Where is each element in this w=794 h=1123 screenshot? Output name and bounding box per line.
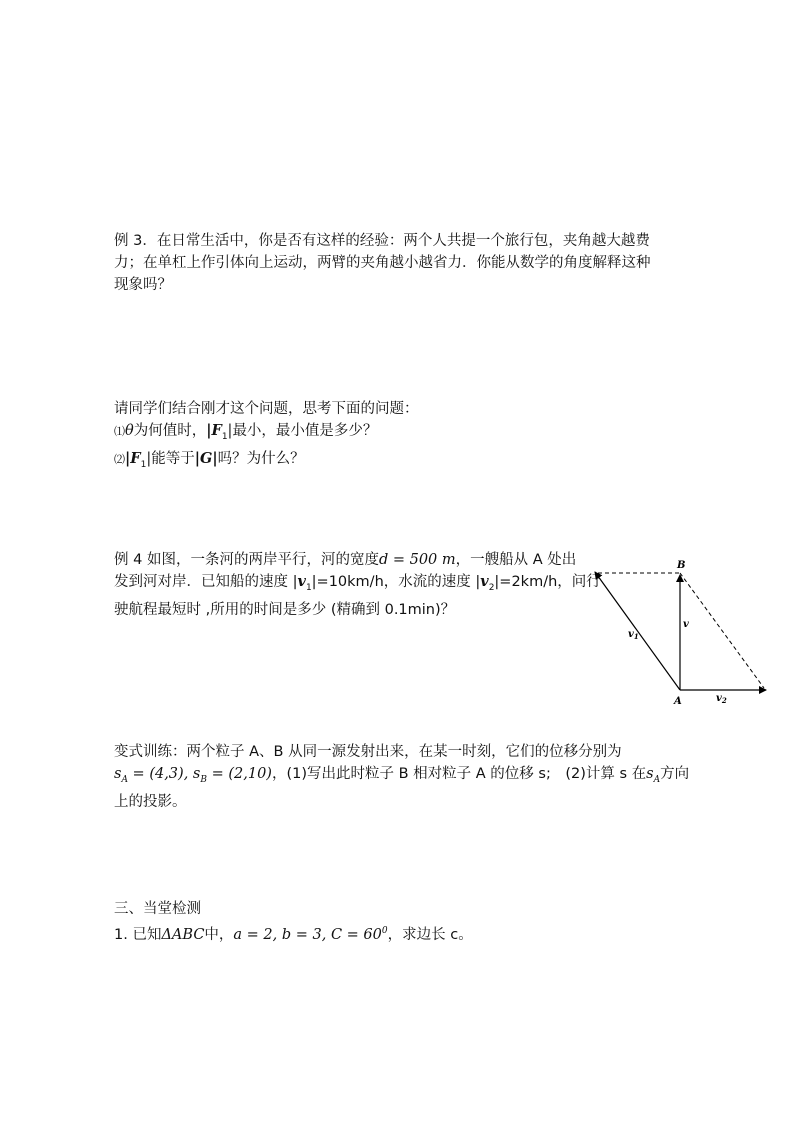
label-v2 <box>716 693 727 705</box>
label-b: B <box>677 560 686 571</box>
dashed-diagonal-line <box>680 573 764 688</box>
v2-symbol: v <box>480 573 489 590</box>
sb-symbol: s <box>192 766 201 782</box>
question-1-number: ⑴ <box>114 425 125 438</box>
given-values: a = 2, b = 3, C = 60 <box>233 926 382 943</box>
label-v: v <box>683 619 689 630</box>
degree-superscript: 0 <box>381 926 388 936</box>
question-1-text-a: 为何值时， <box>133 423 207 439</box>
example-4 <box>114 549 601 621</box>
question-1 <box>114 420 419 448</box>
check-question-1 <box>114 920 473 946</box>
question-1-text-b: 最小，最小值是多少？ <box>232 423 378 439</box>
section-3 <box>114 898 473 946</box>
sa-symbol-2: s <box>646 766 654 782</box>
label-v1-subscript: 1 <box>633 632 639 641</box>
example-4-text-2b: |=10km/h，水流的速度 | <box>311 574 481 590</box>
triangle-abc: ΔABC <box>161 926 205 943</box>
label-v1-letter: v <box>628 629 634 640</box>
question-2 <box>114 448 419 476</box>
sa-subscript-2: A <box>653 774 661 785</box>
sa-symbol: s <box>114 766 122 782</box>
g-magnitude: |G| <box>194 449 218 467</box>
variant-text-2b: 方向 <box>660 766 690 782</box>
river-width-formula: d = 500 m <box>378 552 456 568</box>
check-q1-text-b: 中， <box>204 926 234 943</box>
example-4-text-2a: 发到河对岸．已知船的速度 | <box>114 574 298 590</box>
example-3 <box>114 230 651 296</box>
think-questions <box>114 398 419 476</box>
questions-intro: 请同学们结合刚才这个问题，思考下面的问题： <box>114 401 419 417</box>
variant-line-1: 变式训练：两个粒子 A、B 从同一源发射出来，在某一时刻，它们的位移分别为 <box>114 744 622 760</box>
label-v2-letter: v <box>716 693 722 704</box>
sa-value: = (4,3), <box>127 766 193 782</box>
example-3-line-2: 力；在单杠上作引体向上运动，两臂的夹角越小越省力．你能从数学的角度解释这种 <box>114 255 651 271</box>
f1-subscript: 1 <box>221 431 228 442</box>
label-v2-subscript: 2 <box>721 696 727 705</box>
f1-bar: | <box>227 423 233 439</box>
v1-subscript: 1 <box>305 582 312 593</box>
variant-text-2a: ，(1)写出此时粒子 B 相对粒子 A 的位移 s; (2)计算 s 在 <box>271 766 647 782</box>
f1-bar-2: | <box>146 450 152 467</box>
example-3-line-1: 例 3．在日常生活中，你是否有这样的经验：两个人共提一个旅行包，夹角越大越费 <box>114 233 650 249</box>
question-2-text-b: 吗？为什么？ <box>217 450 305 467</box>
variant-line-2 <box>114 763 689 791</box>
question-2-number: ⑵ <box>114 452 125 466</box>
example-4-line-1 <box>114 549 601 571</box>
variant-training <box>114 741 689 813</box>
example-4-line-2 <box>114 571 601 599</box>
question-2-text-a: 能等于 <box>151 450 195 467</box>
label-a: A <box>674 696 682 707</box>
v2-subscript: 2 <box>488 582 495 593</box>
example-4-text-2c: |=2km/h，问行 <box>494 574 601 590</box>
sb-subscript: B <box>200 774 207 785</box>
example-4-text-1b: ，一艘船从 A 处出 <box>455 552 577 568</box>
v1-arrow <box>595 572 680 690</box>
velocity-diagram <box>588 553 774 709</box>
f1-magnitude-2: |F <box>125 449 141 467</box>
example-3-line-3: 现象吗？ <box>114 277 172 293</box>
example-4-text-1a: 例 4 如图，一条河的两岸平行，河的宽度 <box>114 552 379 568</box>
check-q1-text-a: 1. 已知 <box>114 926 162 943</box>
f1-magnitude: |F <box>206 422 222 439</box>
sa-subscript: A <box>121 774 128 785</box>
example-4-line-3: 驶航程最短时 ,所用的时间是多少 (精确到 0.1min)？ <box>114 601 456 618</box>
f1-subscript-2: 1 <box>140 459 147 470</box>
v1-symbol: v <box>297 573 306 590</box>
theta-symbol: θ <box>125 423 134 439</box>
check-q1-text-c: ，求边长 c。 <box>387 926 473 943</box>
sb-value: = (2,10) <box>207 766 272 782</box>
section-3-heading: 三、当堂检测 <box>114 901 201 917</box>
variant-line-3: 上的投影。 <box>114 793 187 810</box>
